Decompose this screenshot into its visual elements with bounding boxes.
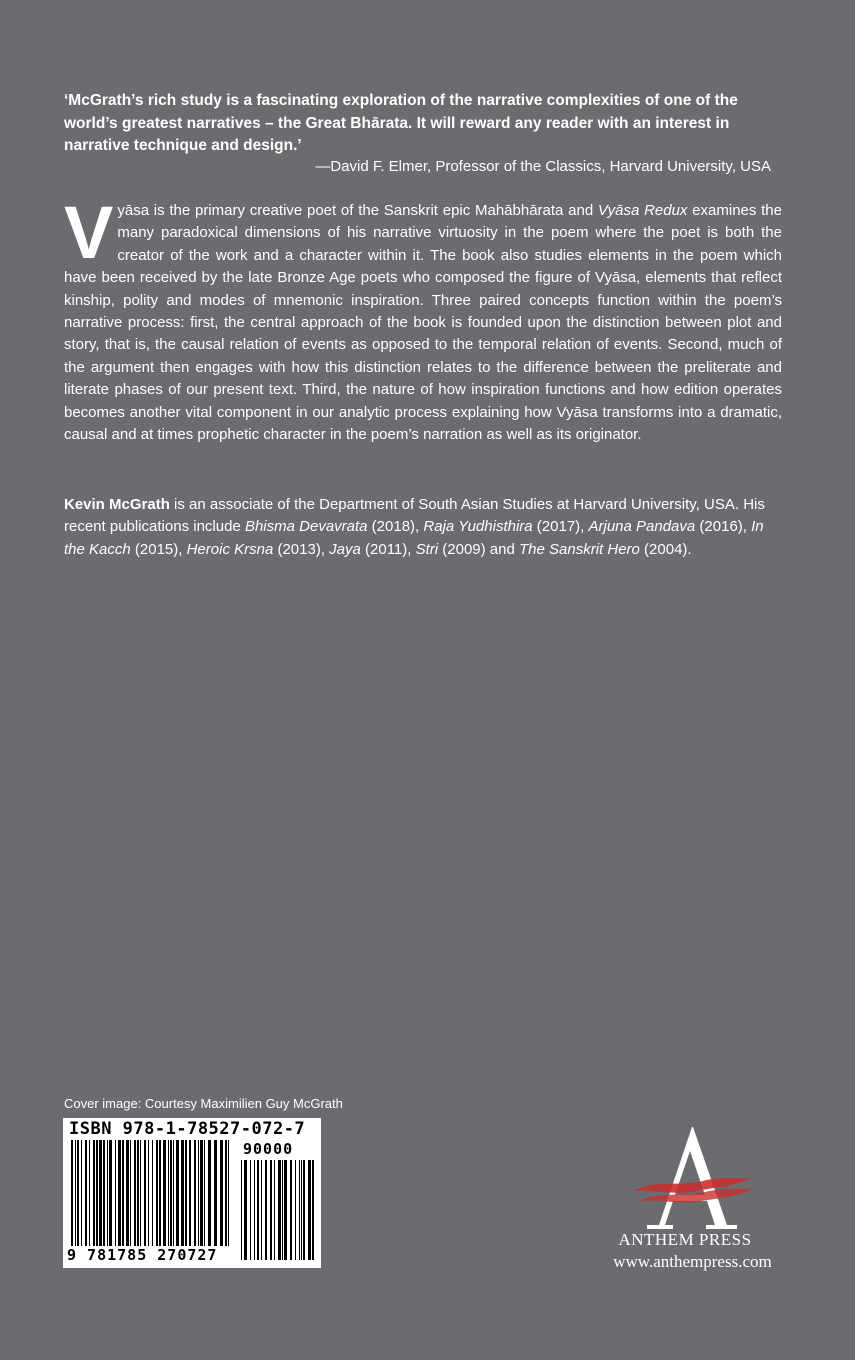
work-year: (2011), — [360, 540, 416, 558]
endorsement-quote: ‘McGrath’s rich study is a fascinating exploration of the narrative complexities of one of the world’s greatest narratives – the Great Bhārata. It will reward any reader with an interest in narrative technique and design.’ — [64, 92, 738, 154]
barcode-bar — [173, 1140, 174, 1246]
barcode-bar — [185, 1140, 187, 1246]
barcode-bar — [109, 1140, 112, 1246]
addon-bar — [244, 1160, 247, 1260]
work-year: (2018), — [367, 518, 424, 536]
isbn-barcode — [63, 1118, 321, 1268]
publisher-website[interactable]: www.anthempress.com — [613, 1252, 772, 1271]
drop-cap: V — [64, 191, 114, 274]
barcode-bar — [130, 1140, 131, 1246]
addon-bar — [299, 1160, 300, 1260]
logo-letter-a — [647, 1127, 737, 1229]
work-year: (2015), — [130, 540, 187, 558]
barcode-bar — [148, 1140, 149, 1246]
addon-bar — [301, 1160, 302, 1260]
work-title: In the Kacch — [64, 518, 764, 558]
barcode-bar — [168, 1140, 169, 1246]
barcode-bar — [93, 1140, 95, 1246]
work-title: Heroic Krsna — [186, 540, 274, 558]
barcode-bar — [89, 1140, 90, 1246]
isbn-label: ISBN 978-1-78527-072-7 — [69, 1119, 306, 1139]
work-year: (2013), — [273, 540, 330, 558]
barcode-bar — [115, 1140, 116, 1246]
barcode-bar — [134, 1140, 136, 1246]
addon-bar — [284, 1160, 287, 1260]
barcode-bar — [122, 1140, 124, 1246]
work-title: Stri — [415, 540, 439, 558]
barcode-bar — [163, 1140, 166, 1246]
barcode-bar — [96, 1140, 98, 1246]
barcode-bar — [71, 1140, 73, 1246]
work-title: The Sanskrit Hero — [519, 540, 640, 558]
addon-bar — [241, 1160, 242, 1260]
barcode-bar — [107, 1140, 108, 1246]
work-title: Jaya — [329, 540, 361, 558]
work-title: Bhisma Devavrata — [244, 518, 368, 536]
barcode-bar — [156, 1140, 158, 1246]
work-year: (2009) and — [438, 540, 519, 558]
book-description — [64, 191, 782, 446]
book-title-italic: Vyāsa Redux — [597, 202, 688, 219]
barcode-digits: 9 781785 270727 — [67, 1246, 218, 1264]
work-year: (2016), — [695, 518, 752, 536]
work-title: Raja Yudhisthira — [423, 518, 533, 536]
barcode-bar — [225, 1140, 227, 1246]
endorsement-attribution: —David F. Elmer, Professor of the Classics, Harvard University, USA — [315, 158, 771, 175]
work-year: (2017), — [532, 518, 589, 536]
addon-bar — [265, 1160, 267, 1260]
barcode-bar — [118, 1140, 121, 1246]
barcode-bar — [85, 1140, 87, 1246]
barcode-bar — [181, 1140, 184, 1246]
barcode-bar — [214, 1140, 217, 1246]
addon-bar — [312, 1160, 314, 1260]
addon-bar — [270, 1160, 272, 1260]
description-part-1: yāsa is the primary creative poet of the Sanskrit epic Mahābhārata and — [117, 202, 598, 219]
barcode-bar — [75, 1140, 76, 1246]
addon-bar — [257, 1160, 259, 1260]
addon-bar — [250, 1160, 251, 1260]
addon-bar — [274, 1160, 275, 1260]
barcode-bar — [204, 1140, 205, 1246]
barcode-bar — [198, 1140, 199, 1246]
barcode-bar — [137, 1140, 139, 1246]
bio-intro: is an associate of the Department of South Asian Studies at Harvard University, USA. His recent publications include — [64, 496, 765, 536]
author-bio — [64, 494, 782, 561]
barcode-bar — [81, 1140, 82, 1246]
work-year: (2004). — [639, 540, 692, 558]
author-name: Kevin McGrath — [64, 496, 170, 513]
barcode-bar — [144, 1140, 146, 1246]
addon-bar — [303, 1160, 305, 1260]
barcode-bar — [200, 1140, 203, 1246]
barcode-bar — [194, 1140, 196, 1246]
addon-bar — [308, 1160, 311, 1260]
addon-bar — [278, 1160, 281, 1260]
barcode-bar — [77, 1140, 79, 1246]
work-title: Arjuna Pandava — [588, 518, 696, 536]
barcode-bar — [176, 1140, 179, 1246]
barcode-bar — [208, 1140, 211, 1246]
cover-image-credit: Cover image: Courtesy Maximilien Guy McGrath — [64, 1096, 343, 1111]
barcode-bar — [228, 1140, 229, 1246]
publisher-name: ANTHEM PRESS — [618, 1230, 752, 1249]
addon-bar — [254, 1160, 255, 1260]
barcode-bar — [103, 1140, 105, 1246]
barcode-bar — [140, 1140, 141, 1246]
barcode-bar — [99, 1140, 102, 1246]
barcode-bar — [189, 1140, 191, 1246]
addon-bar — [282, 1160, 283, 1260]
barcode-bar — [152, 1140, 153, 1246]
addon-bar — [290, 1160, 292, 1260]
barcode-bar — [220, 1140, 223, 1246]
barcode-bar — [126, 1140, 129, 1246]
barcode-bar — [159, 1140, 161, 1246]
barcode-bar — [170, 1140, 172, 1246]
addon-bar — [295, 1160, 296, 1260]
description-part-2: examines the many paradoxical dimensions of his narrative virtuosity in the poem where the poet is both the creator of the work and a character within it. The book also studies elements in the poem which have been received by the late Bronze Age poets who composed the figure of Vyāsa, elements that reflect kinship, polity and modes of mnemonic inspiration. Three paired concepts function within the poem’s narrative process: first, the central approach of the book is founded upon the distinction between plot and story, that is, the causal relation of events as opposed to the temporal relation of events. Second, much of the argument then engages with how this distinction relates to the difference between the preliterate and literate phases of our present text. Third, the nature of how inspiration functions and how edition operates becomes another vital component in our analytic process explaining how Vyāsa transforms into a dramatic, causal and at times prophetic character in the poem’s narration as well as its originator. — [64, 202, 782, 444]
addon-bar — [261, 1160, 262, 1260]
barcode-addon-digits: 90000 — [243, 1140, 294, 1158]
